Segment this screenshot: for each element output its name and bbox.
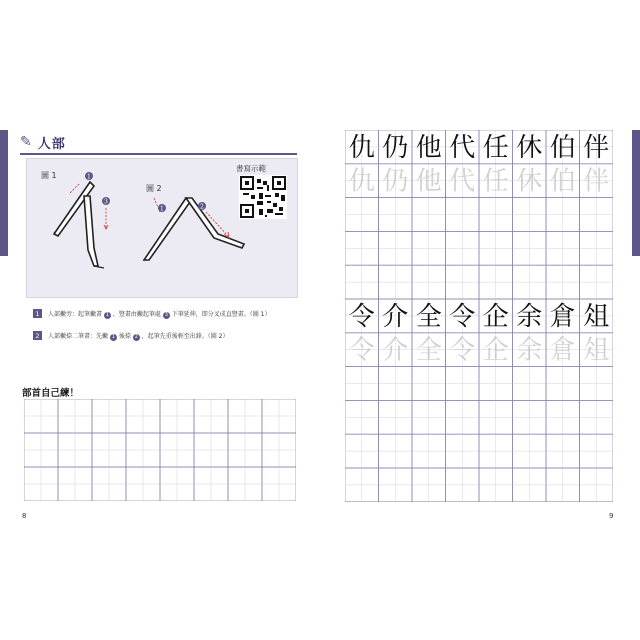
model-character: 休 (516, 132, 543, 163)
section-title: 人部 (37, 136, 66, 152)
svg-text:2: 2 (200, 203, 204, 211)
instruction-text: 後捺 (118, 333, 131, 340)
page-number-right: 9 (609, 512, 614, 520)
model-character: 他 (415, 132, 442, 163)
qr-code[interactable] (239, 175, 287, 219)
trace-character: 倉 (549, 335, 576, 366)
figure-1-label: 圖 1 (41, 171, 57, 180)
instruction-text: 人部撇捺二筆畫：先撇 (48, 333, 109, 340)
figure-2-stroke-diagram (140, 188, 252, 270)
trace-character: 俎 (583, 335, 610, 366)
trace-character: 仍 (382, 166, 409, 197)
right-practice-grid[interactable] (345, 130, 613, 502)
left-practice-grid[interactable] (24, 399, 296, 501)
trace-character: 任 (482, 166, 509, 197)
stroke-marker: 1 (111, 334, 116, 340)
qr-caption: 書寫示範 (236, 164, 266, 173)
stroke-marker: 3 (164, 312, 168, 318)
trace-character: 伴 (583, 166, 610, 197)
model-character: 全 (415, 301, 442, 332)
trace-character: 令 (449, 335, 476, 366)
model-character: 任 (482, 132, 509, 163)
model-character: 令 (449, 301, 476, 332)
left-side-tab (0, 130, 8, 256)
right-side-tab (632, 130, 640, 256)
instruction-text: 下筆延伸，即分叉成直豎畫。（圖 1） (171, 311, 271, 318)
section-header (20, 131, 66, 153)
model-character: 倉 (549, 301, 576, 332)
svg-text:3: 3 (104, 198, 108, 206)
svg-text:1: 1 (87, 173, 91, 181)
instruction-text: ，豎畫由撇起筆處 (112, 311, 161, 318)
figure-2-label: 圖 2 (146, 184, 162, 193)
trace-character: 企 (482, 335, 509, 366)
stroke-marker: 2 (134, 334, 138, 340)
model-character: 伯 (549, 132, 576, 163)
instruction-number: 2 (33, 331, 42, 340)
model-character: 余 (516, 301, 543, 332)
trace-character: 休 (516, 166, 543, 197)
trace-character: 仇 (348, 166, 375, 197)
header-rule (20, 153, 297, 155)
model-character: 代 (449, 132, 476, 163)
model-character: 仇 (348, 132, 375, 163)
page-number-left: 8 (22, 512, 27, 520)
trace-character: 介 (382, 335, 409, 366)
instruction-text: 人部撇旁：起筆撇畫 (48, 311, 103, 318)
model-character: 令 (348, 301, 375, 332)
instruction-2 (33, 331, 228, 341)
figure-1-stroke-diagram (44, 168, 124, 283)
trace-character: 令 (348, 335, 375, 366)
model-character: 俎 (583, 301, 610, 332)
model-character: 介 (382, 301, 409, 332)
svg-text:1: 1 (160, 205, 164, 213)
trace-character: 他 (415, 166, 442, 197)
practice-title: 部首自己練！ (22, 388, 80, 399)
instruction-number: 1 (33, 309, 42, 318)
trace-character: 代 (449, 166, 476, 197)
trace-character: 伯 (549, 166, 576, 197)
model-character: 企 (482, 301, 509, 332)
trace-character: 余 (516, 335, 543, 366)
model-character: 伴 (583, 132, 610, 163)
trace-character: 全 (415, 335, 442, 366)
stroke-marker: 1 (105, 312, 110, 318)
instruction-1 (33, 309, 270, 319)
instruction-text: ，起筆先重後輕至出鋒。（圖 2） (141, 333, 229, 340)
model-character: 仍 (382, 132, 409, 163)
brush-icon: ✎ (20, 134, 32, 150)
